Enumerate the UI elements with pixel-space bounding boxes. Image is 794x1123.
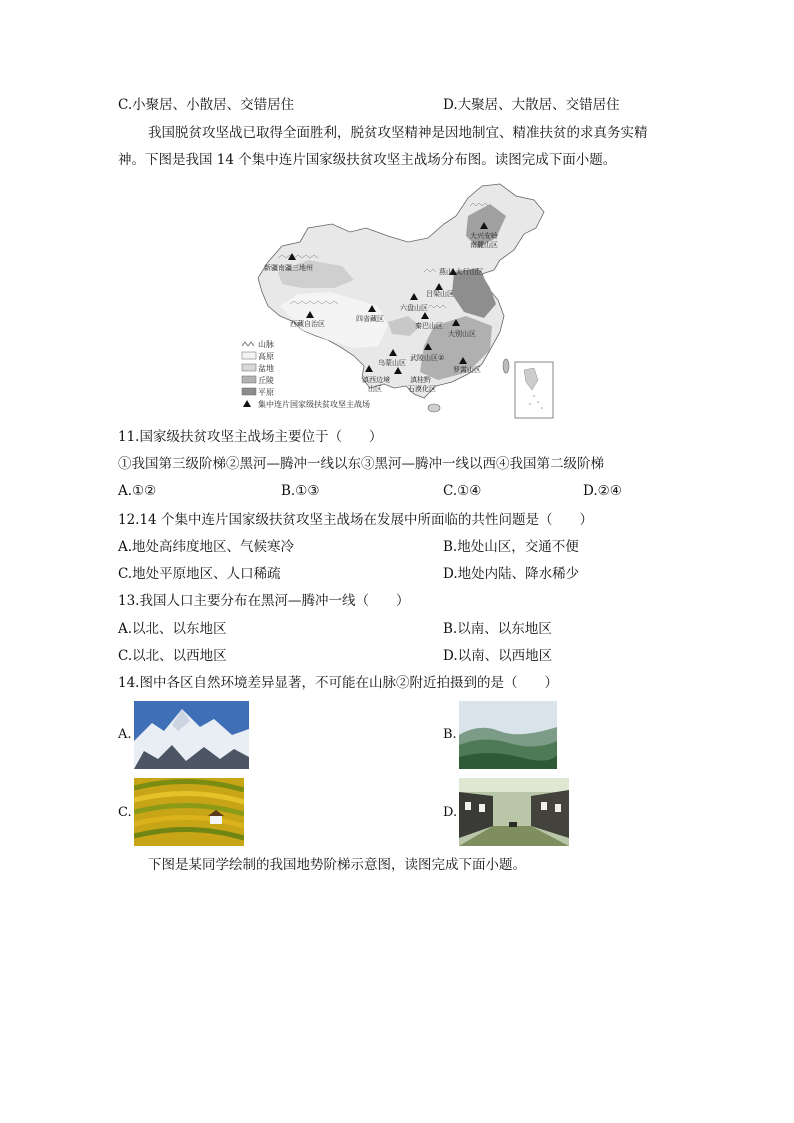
region-label-yanshan: 燕山-太行山区: [439, 268, 484, 276]
snow-mountain-photo: [134, 701, 249, 769]
water-town-photo: [459, 778, 569, 846]
region-label-liupan: 六盘山区: [400, 304, 428, 312]
q11-option-a: A.①②: [118, 483, 157, 499]
region-label-wumeng: 乌蒙山区: [378, 359, 406, 367]
region-label-dabie: 大别山区: [448, 330, 476, 338]
q14-option-a-label: A.: [118, 727, 132, 742]
svg-text:平原: 平原: [258, 388, 274, 397]
svg-text:集中连片国家级扶贫攻坚主战场: 集中连片国家级扶贫攻坚主战场: [258, 400, 370, 409]
region-label-dianxi-1: 滇西边境: [362, 376, 390, 384]
outro-text: 下图是某同学绘制的我国地势阶梯示意图，读图完成下面小题。: [148, 857, 526, 873]
q14-option-b-label: B.: [443, 727, 457, 742]
hill-swatch: [242, 376, 256, 383]
q14-option-c-label: C.: [118, 805, 132, 820]
region-label-daxinganling-2: 南麓山区: [470, 241, 498, 249]
q11-sub-options: ①我国第三级阶梯②黑河—腾冲一线以东③黑河—腾冲一线以西④我国第二级阶梯: [118, 456, 604, 472]
svg-text:山脉: 山脉: [258, 340, 274, 349]
region-label-xinjiang: 新疆南疆三地州: [264, 264, 313, 272]
q13-option-b: B.以南、以东地区: [443, 621, 552, 637]
q12-option-a: A.地处高纬度地区、气候寒冷: [118, 539, 295, 555]
region-label-sisheng: 四省藏区: [356, 315, 384, 323]
svg-text:高原: 高原: [258, 352, 274, 361]
prev-option-d: D.大聚居、大散居、交错居住: [443, 97, 620, 113]
q13-option-d: D.以南、以西地区: [443, 648, 553, 664]
q11-option-b: B.①③: [281, 483, 320, 499]
svg-text:丘陵: 丘陵: [258, 376, 274, 385]
region-label-diangui-1: 滇桂黔: [410, 376, 431, 384]
plateau-swatch: [242, 352, 256, 359]
q13-option-a: A.以北、以东地区: [118, 621, 227, 637]
q11-option-d: D.②④: [583, 483, 622, 499]
svg-text:盆地: 盆地: [258, 364, 274, 373]
q14-option-d-label: D.: [443, 805, 458, 820]
q13-option-c: C.以北、以西地区: [118, 648, 227, 664]
region-label-wuling: 武陵山区②: [410, 354, 445, 362]
intro-line-2: 神。下图是我国 14 个集中连片国家级扶贫攻坚主战场分布图。读图完成下面小题。: [118, 152, 617, 168]
plain-swatch: [242, 388, 256, 395]
region-label-dianxi-2: 山区: [368, 385, 382, 393]
q14-stem: 14.图中各区自然环境差异显著，不可能在山脉②附近拍摄到的是（ ）: [118, 675, 558, 691]
rice-terraces-photo: [134, 778, 244, 846]
q12-stem: 12.14 个集中连片国家级扶贫攻坚主战场在发展中所面临的共性问题是（ ）: [118, 512, 593, 528]
q11-stem: 11.国家级扶贫攻坚主战场主要位于（ ）: [118, 429, 383, 445]
region-label-luoxiao: 罗霄山区: [453, 366, 481, 374]
forested-hills-photo: [459, 701, 557, 769]
q12-option-d: D.地处内陆、降水稀少: [443, 566, 580, 582]
china-poverty-map: [238, 176, 556, 420]
region-label-lvliang: 吕梁山区: [426, 290, 454, 298]
prev-option-c: C.小聚居、小散居、交错居住: [118, 97, 295, 113]
q11-option-c: C.①④: [443, 483, 482, 499]
region-label-daxinganling: 大兴安岭: [470, 232, 498, 240]
q13-stem: 13.我国人口主要分布在黑河—腾冲一线（ ）: [118, 593, 410, 609]
region-label-qinba: 秦巴山区: [415, 322, 443, 330]
q12-option-b: B.地处山区，交通不便: [443, 539, 579, 555]
q12-option-c: C.地处平原地区、人口稀疏: [118, 566, 281, 582]
intro-line-1: 我国脱贫攻坚战已取得全面胜利，脱贫攻坚精神是因地制宜、精准扶贫的求真务实精: [148, 125, 648, 141]
region-label-diangui-2: 石漠化区: [408, 385, 436, 393]
basin-swatch: [242, 364, 256, 371]
region-label-xizang: 西藏自治区: [290, 320, 325, 328]
